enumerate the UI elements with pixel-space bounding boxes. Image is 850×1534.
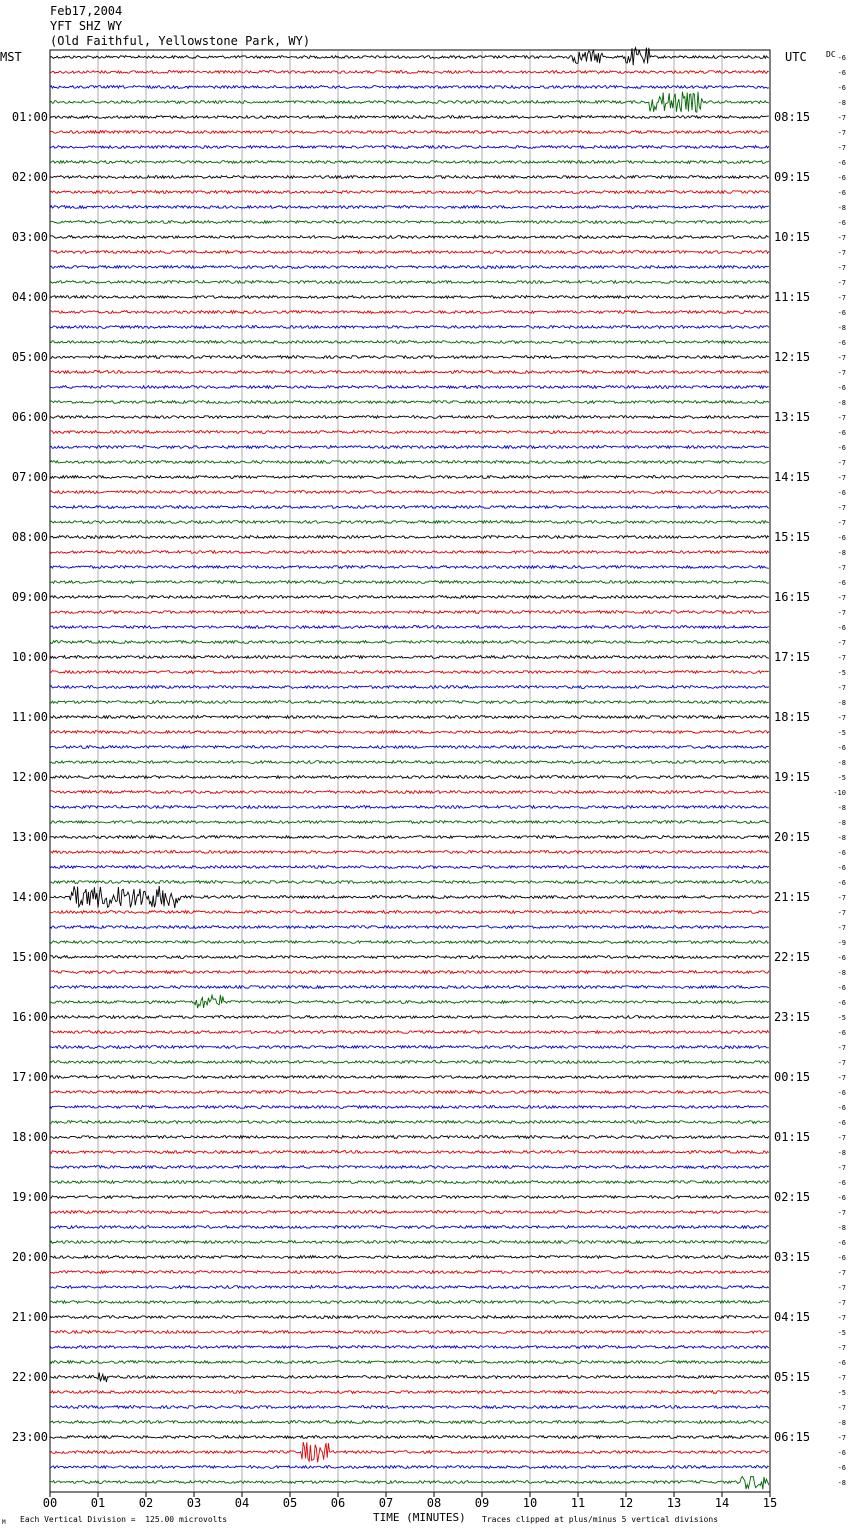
trace-row [50, 1316, 769, 1319]
trace-row [50, 671, 769, 674]
dc-offset-label: -8 [837, 204, 846, 212]
dc-offset-label: -7 [837, 609, 846, 617]
hour-label-utc: 18:15 [774, 710, 811, 724]
dc-offset-label: -7 [837, 1164, 846, 1172]
dc-offset-label: -6 [837, 1104, 846, 1112]
trace-row [50, 176, 769, 179]
trace-row [50, 761, 769, 764]
hour-label-mst: 12:00 [11, 770, 48, 784]
dc-offset-label: -7 [837, 1314, 846, 1322]
trace-row [50, 1016, 769, 1019]
hour-label-mst: 23:00 [11, 1430, 48, 1444]
hour-label-mst: 19:00 [11, 1190, 48, 1204]
x-tick-label: 06 [330, 1496, 346, 1510]
dc-offset-label: -6 [837, 849, 846, 857]
trace-row [50, 266, 769, 269]
x-tick-label: 04 [234, 1496, 250, 1510]
hour-label-utc: 14:15 [774, 470, 811, 484]
right-timezone-label: UTC [785, 50, 807, 64]
trace-row [50, 995, 769, 1008]
trace-row [50, 1406, 769, 1409]
dc-offset-label: -8 [837, 99, 846, 107]
hour-label-mst: 06:00 [11, 410, 48, 424]
dc-offset-label: -6 [837, 429, 846, 437]
hour-label-mst: 07:00 [11, 470, 48, 484]
dc-offset-label: -7 [837, 414, 846, 422]
hour-label-utc: 23:15 [774, 1010, 811, 1024]
hour-label-utc: 11:15 [774, 290, 811, 304]
dc-offset-label: -7 [837, 249, 846, 257]
trace-row [50, 791, 769, 794]
hour-label-mst: 13:00 [11, 830, 48, 844]
trace-row [50, 1301, 769, 1304]
trace-row [50, 1181, 769, 1184]
x-tick-label: 14 [714, 1496, 730, 1510]
trace-row [50, 1373, 769, 1383]
trace-row [50, 806, 769, 809]
dc-offset-label: -6 [837, 189, 846, 197]
trace-row [50, 866, 769, 869]
dc-offset-label: -6 [837, 339, 846, 347]
dc-offset-label: -7 [837, 909, 846, 917]
dc-offset-label: -6 [837, 1119, 846, 1127]
dc-offset-label: -8 [837, 969, 846, 977]
clip-note: Traces clipped at plus/minus 5 vertical divisions [482, 1515, 719, 1524]
dc-offset-label: -6 [837, 579, 846, 587]
trace-row [50, 386, 769, 389]
dc-offset-label: -7 [837, 1344, 846, 1352]
dc-offset-label: -6 [837, 1254, 846, 1262]
dc-offset-label: -7 [837, 504, 846, 512]
trace-row [50, 146, 769, 149]
hour-label-mst: 20:00 [11, 1250, 48, 1264]
x-tick-label: 02 [138, 1496, 154, 1510]
hour-label-utc: 13:15 [774, 410, 811, 424]
trace-row [50, 1346, 769, 1349]
trace-row [50, 1286, 769, 1289]
trace-row [50, 1046, 769, 1049]
dc-offset-label: -7 [837, 234, 846, 242]
hour-label-mst: 03:00 [11, 230, 48, 244]
hour-label-mst: 10:00 [11, 650, 48, 664]
x-tick-label: 08 [426, 1496, 442, 1510]
trace-row [50, 596, 769, 599]
trace-row [50, 851, 769, 854]
trace-row [50, 1436, 769, 1439]
trace-row [50, 986, 769, 989]
trace-row [50, 881, 769, 884]
trace-row [50, 971, 769, 974]
x-tick-label: 09 [474, 1496, 490, 1510]
trace-row [50, 1226, 769, 1229]
hour-label-utc: 02:15 [774, 1190, 811, 1204]
dc-offset-label: -8 [837, 804, 846, 812]
x-tick-label: 01 [90, 1496, 106, 1510]
dc-offset-label: -7 [837, 594, 846, 602]
dc-offset-label: -6 [837, 159, 846, 167]
hour-label-utc: 22:15 [774, 950, 811, 964]
hour-label-mst: 02:00 [11, 170, 48, 184]
trace-row [50, 461, 769, 464]
hour-label-mst: 22:00 [11, 1370, 48, 1384]
trace-row [50, 401, 769, 404]
hour-label-mst: 15:00 [11, 950, 48, 964]
dc-offset-label: -7 [837, 654, 846, 662]
dc-offset-label: -6 [837, 864, 846, 872]
dc-offset-label: -10 [833, 789, 846, 797]
x-tick-label: 12 [618, 1496, 634, 1510]
dc-offset-label: -7 [837, 1434, 846, 1442]
trace-row [50, 281, 769, 284]
dc-offset-label: -8 [837, 759, 846, 767]
trace-row [50, 341, 769, 344]
trace-row [50, 626, 769, 629]
x-tick-label: 10 [522, 1496, 538, 1510]
trace-row [50, 1076, 769, 1079]
x-tick-label: 03 [186, 1496, 202, 1510]
dc-offset-label: -5 [837, 669, 846, 677]
dc-offset-label: -6 [837, 384, 846, 392]
station-location: (Old Faithful, Yellowstone Park, WY) [50, 34, 311, 48]
trace-row [50, 1211, 769, 1214]
hour-label-utc: 04:15 [774, 1310, 811, 1324]
dc-offset-label: -7 [837, 264, 846, 272]
dc-offset-label: -7 [837, 114, 846, 122]
scale-note: Each Vertical Division = 125.00 microvolts [20, 1515, 228, 1524]
x-tick-label: 00 [42, 1496, 58, 1510]
dc-offset-label: -8 [837, 1224, 846, 1232]
dc-offset-label: -5 [837, 729, 846, 737]
hour-label-mst: 17:00 [11, 1070, 48, 1084]
dc-label: DC [826, 50, 836, 59]
trace-row [50, 926, 769, 929]
dc-offset-label: -6 [837, 1239, 846, 1247]
trace-row [50, 536, 769, 539]
hour-label-mst: 21:00 [11, 1310, 48, 1324]
dc-offset-label: -6 [837, 219, 846, 227]
dc-offset-label: -6 [837, 1194, 846, 1202]
dc-offset-label: -8 [837, 1419, 846, 1427]
trace-row [50, 1031, 769, 1034]
hour-label-utc: 10:15 [774, 230, 811, 244]
dc-offset-label: -7 [837, 1209, 846, 1217]
trace-row [50, 71, 769, 74]
trace-row [50, 701, 769, 704]
dc-offset-label: -7 [837, 1284, 846, 1292]
trace-row [50, 716, 769, 719]
trace-row [50, 116, 769, 119]
hour-label-utc: 06:15 [774, 1430, 811, 1444]
hour-label-mst: 18:00 [11, 1130, 48, 1144]
trace-row [50, 161, 769, 164]
trace-row [50, 551, 769, 554]
x-tick-label: 11 [570, 1496, 586, 1510]
hour-label-mst: 08:00 [11, 530, 48, 544]
dc-offset-label: -6 [837, 1464, 846, 1472]
trace-row [50, 476, 769, 479]
trace-row [50, 326, 769, 329]
trace-row [50, 371, 769, 374]
station-code: YFT SHZ WY [50, 19, 123, 33]
trace-row [50, 251, 769, 254]
trace-row [50, 1091, 769, 1094]
trace-row [50, 1421, 769, 1424]
hour-label-utc: 12:15 [774, 350, 811, 364]
dc-offset-label: -7 [837, 279, 846, 287]
hour-label-mst: 01:00 [11, 110, 48, 124]
dc-offset-label: -7 [837, 1404, 846, 1412]
dc-offset-label: -7 [837, 714, 846, 722]
hour-label-utc: 16:15 [774, 590, 811, 604]
dc-offset-label: -7 [837, 564, 846, 572]
trace-row [50, 221, 769, 224]
trace-row [50, 1136, 769, 1139]
dc-offset-label: -9 [837, 939, 846, 947]
trace-row [50, 131, 769, 134]
dc-offset-label: -6 [837, 84, 846, 92]
dc-offset-label: -7 [837, 1074, 846, 1082]
trace-row [50, 1106, 769, 1109]
dc-offset-label: -5 [837, 1014, 846, 1022]
left-timezone-label: MST [0, 50, 22, 64]
dc-offset-label: -8 [837, 834, 846, 842]
trace-row [50, 491, 769, 494]
trace-row [50, 911, 769, 914]
dc-offset-label: -7 [837, 1269, 846, 1277]
dc-offset-label: -6 [837, 534, 846, 542]
x-axis [43, 1492, 777, 1510]
dc-offset-label: -7 [837, 519, 846, 527]
x-tick-label: 05 [282, 1496, 298, 1510]
dc-offset-label: -7 [837, 369, 846, 377]
dc-offset-label: -6 [837, 744, 846, 752]
trace-row [50, 521, 769, 524]
trace-row [50, 92, 769, 113]
dc-offset-label: -5 [837, 774, 846, 782]
dc-offset-label: -7 [837, 1134, 846, 1142]
dc-offset-label: -6 [837, 1089, 846, 1097]
dc-offset-label: -8 [837, 699, 846, 707]
trace-row [50, 836, 769, 839]
trace-row [50, 656, 769, 659]
dc-offset-label: -7 [837, 459, 846, 467]
x-tick-label: 13 [666, 1496, 682, 1510]
trace-row [50, 886, 769, 908]
hour-label-utc: 17:15 [774, 650, 811, 664]
dc-offset-label: -7 [837, 894, 846, 902]
trace-row [50, 1476, 769, 1489]
trace-row [50, 1196, 769, 1199]
dc-offset-label: -8 [837, 324, 846, 332]
hour-label-utc: 21:15 [774, 890, 811, 904]
trace-row [50, 206, 769, 209]
dc-offset-label: -7 [837, 354, 846, 362]
hour-label-mst: 09:00 [11, 590, 48, 604]
dc-offset-label: -6 [837, 1029, 846, 1037]
trace-row [50, 1466, 769, 1469]
trace-row [50, 821, 769, 824]
trace-row [50, 956, 769, 959]
dc-offset-label: -7 [837, 294, 846, 302]
dc-offset-label: -8 [837, 399, 846, 407]
hour-label-utc: 08:15 [774, 110, 811, 124]
trace-row [50, 1361, 769, 1364]
hour-label-utc: 15:15 [774, 530, 811, 544]
seismic-traces [50, 48, 769, 1490]
trace-row [50, 1061, 769, 1064]
hour-label-utc: 09:15 [774, 170, 811, 184]
dc-offset-label: -7 [837, 924, 846, 932]
trace-row [50, 1151, 769, 1154]
trace-row [50, 1166, 769, 1169]
dc-offset-label: -7 [837, 1374, 846, 1382]
trace-row [50, 311, 769, 314]
trace-row [50, 776, 769, 779]
dc-offset-label: -5 [837, 1329, 846, 1337]
trace-row [50, 611, 769, 614]
trace-row [50, 1271, 769, 1274]
dc-offset-label: -6 [837, 174, 846, 182]
dc-offset-label: -6 [837, 624, 846, 632]
trace-row [50, 686, 769, 689]
dc-offset-label: -8 [837, 1479, 846, 1487]
trace-row [50, 641, 769, 644]
dc-offset-label: -8 [837, 1149, 846, 1157]
x-axis-title: TIME (MINUTES) [373, 1511, 466, 1524]
dc-offset-label: -7 [837, 144, 846, 152]
dc-offset-label: -6 [837, 954, 846, 962]
dc-offset-label: -6 [837, 489, 846, 497]
dc-offset-label: -5 [837, 1389, 846, 1397]
hour-label-utc: 01:15 [774, 1130, 811, 1144]
trace-row [50, 416, 769, 419]
dc-offset-label: -6 [837, 1449, 846, 1457]
plot-date: Feb17,2004 [50, 4, 123, 18]
trace-row [50, 1391, 769, 1394]
dc-offset-label: -6 [837, 444, 846, 452]
dc-offset-label: -8 [837, 549, 846, 557]
trace-row [50, 1241, 769, 1244]
trace-row [50, 356, 769, 359]
hour-label-utc: 19:15 [774, 770, 811, 784]
hour-label-utc: 20:15 [774, 830, 811, 844]
trace-row [50, 1331, 769, 1334]
dc-offset-label: -6 [837, 309, 846, 317]
hour-label-mst: 16:00 [11, 1010, 48, 1024]
dc-offset-label: -7 [837, 684, 846, 692]
x-tick-label: 15 [762, 1496, 778, 1510]
hour-label-mst: 14:00 [11, 890, 48, 904]
trace-row [50, 236, 769, 239]
hour-label-utc: 05:15 [774, 1370, 811, 1384]
dc-offset-label: -6 [837, 1359, 846, 1367]
dc-offset-label: -6 [837, 879, 846, 887]
dc-offset-label: -7 [837, 474, 846, 482]
dc-offset-label: -6 [837, 1179, 846, 1187]
dc-offset-label: -6 [837, 984, 846, 992]
dc-offset-label: -7 [837, 1299, 846, 1307]
trace-row [50, 191, 769, 194]
dc-offset-label: -8 [837, 819, 846, 827]
dc-offset-label: -7 [837, 639, 846, 647]
trace-row [50, 731, 769, 734]
hour-label-utc: 00:15 [774, 1070, 811, 1084]
trace-row [50, 746, 769, 749]
dc-offset-label: -6 [837, 54, 846, 62]
trace-row [50, 296, 769, 299]
x-tick-label: 07 [378, 1496, 394, 1510]
dc-offset-label: -6 [837, 999, 846, 1007]
hour-label-mst: 11:00 [11, 710, 48, 724]
trace-row [50, 566, 769, 569]
trace-row [50, 1442, 769, 1462]
trace-row [50, 581, 769, 584]
trace-row [50, 1256, 769, 1259]
trace-row [50, 1121, 769, 1124]
trace-row [50, 431, 769, 434]
trace-row [50, 86, 769, 89]
dc-offset-label: -7 [837, 1044, 846, 1052]
trace-row [50, 506, 769, 509]
hour-label-mst: 04:00 [11, 290, 48, 304]
hour-label-utc: 03:15 [774, 1250, 811, 1264]
trace-row [50, 941, 769, 944]
trace-row [50, 446, 769, 449]
dc-offset-label: -6 [837, 69, 846, 77]
hour-label-mst: 05:00 [11, 350, 48, 364]
dc-offset-label: -7 [837, 1059, 846, 1067]
corner-mark: M [2, 1519, 6, 1526]
dc-offset-label: -7 [837, 129, 846, 137]
